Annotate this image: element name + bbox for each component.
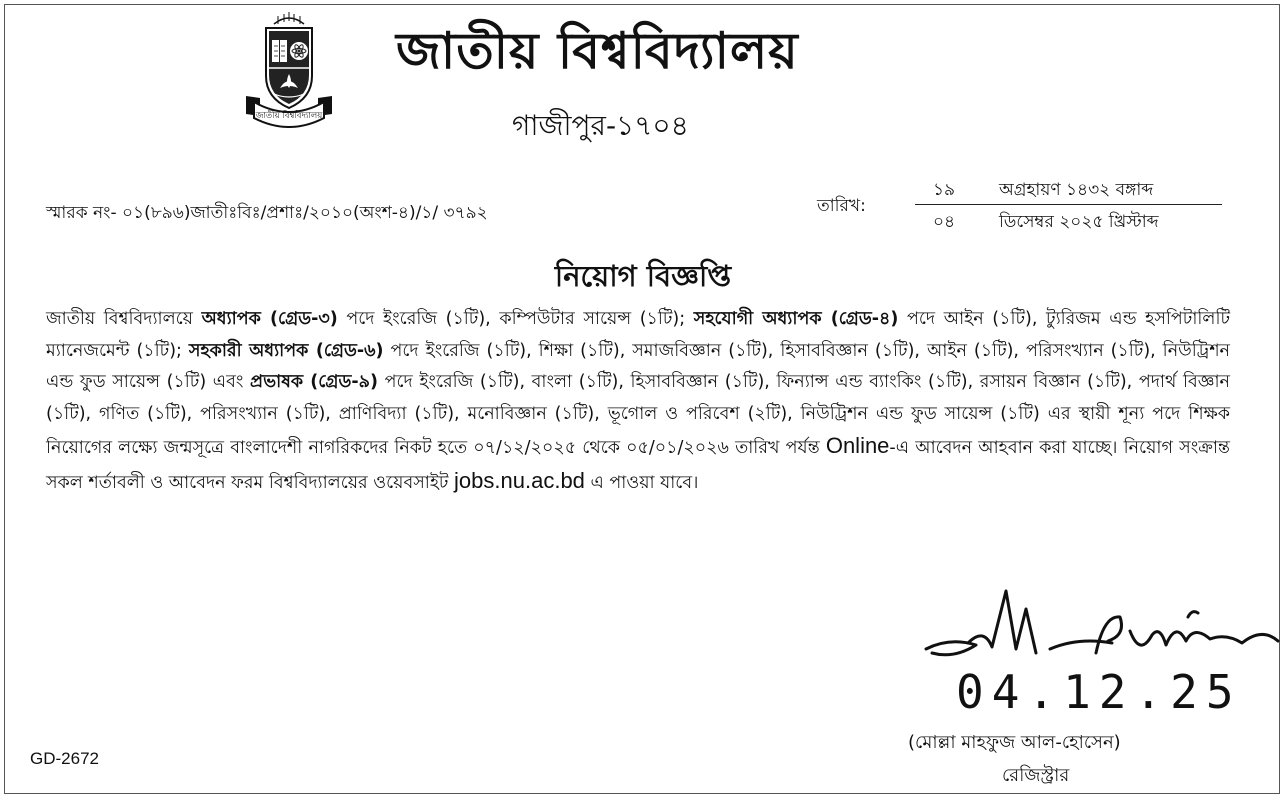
handwritten-signature [920, 583, 1280, 718]
post-lecturer: প্রভাষক (গ্রেড-৯) [250, 372, 378, 393]
date-gregorian-day: ০৪ [933, 212, 956, 232]
signer-title: রেজিস্ট্রার [1002, 765, 1070, 786]
university-name: জাতীয় বিশ্ববিদ্যালয় [396, 22, 799, 80]
date-gregorian-month-year: ডিসেম্বর ২০২৫ খ্রিস্টাব্দ [999, 212, 1159, 232]
body-text-segment: -এ আবেদন আহবান করা যাচ্ছে। নিয়োগ সংক্রান্ত সকল শর্তাবলী ও আবেদন ফরম বিশ্ববিদ্যালয়ের ওয়েবসাইট [46, 438, 1230, 493]
body-text-segment: পদে ইংরেজি (১টি), বাংলা (১টি), হিসাববিজ্ঞান (১টি), ফিন্যান্স এন্ড ব্যাংকিং (১টি), রসায়ন বিজ্ঞান (১টি), পদার্থ বিজ্ঞান (১টি), গণিত (১টি), পরিসংখ্যান (১টি), প্রাণিবিদ্যা (১টি), মনোবিজ্ঞান (১টি), ভূগোল ও পরিবেশ (২টি), নিউট্রিশন এন্ড ফুড সায়েন্স (১টি) এর স্থায়ী শূন্য পদে শিক্ষক নিয়োগের লক্ষ্যে জন্মসূত্রে বাংলাদেশী নাগরিকদের নিকট হতে ০৭/১২/২০২৫ থেকে ০৫/০১/২০২৬ তারিখ পর্যন্ত [46, 372, 1230, 459]
post-professor: অধ্যাপক (গ্রেড-৩) [201, 309, 338, 329]
website-link[interactable]: jobs.nu.ac.bd [454, 467, 585, 493]
svg-text:04.12.25: 04.12.25 [956, 665, 1242, 718]
notice-body [46, 304, 1230, 500]
body-text-segment: জাতীয় বিশ্ববিদ্যালয়ে [46, 309, 202, 329]
date-label: তারিখ: [817, 196, 866, 216]
date-divider [915, 204, 1222, 205]
svg-text:জাতীয় বিশ্ববিদ্যালয়: জাতীয় বিশ্ববিদ্যালয় [255, 111, 323, 121]
date-bangla-month-year: অগ্রহায়ণ ১৪৩২ বঙ্গাব্দ [999, 180, 1154, 200]
university-address: গাজীপুর-১৭০৪ [512, 109, 689, 142]
footer-code: GD-2672 [30, 749, 99, 768]
body-text-segment: পদে ইংরেজি (১টি), শিক্ষা (১টি), সমাজবিজ্ঞান (১টি), হিসাববিজ্ঞান (১টি), আইন (১টি), পরিসংখ্যান (১টি), নিউট্রিশন এন্ড ফুড সায়েন্স (১টি) এবং [46, 340, 1231, 393]
date-block [915, 174, 1222, 232]
post-assistant-professor: সহকারী অধ্যাপক (গ্রেড-৬) [188, 340, 384, 361]
body-text-segment: পদে আইন (১টি), ট্যুরিজম এন্ড হসপিটালিটি ম্যানেজমেন্ট (১টি); [46, 309, 1230, 361]
notice-title: নিয়োগ বিজ্ঞপ্তি [554, 259, 732, 293]
university-seal-icon [244, 10, 334, 128]
online-word: Online [825, 433, 890, 459]
body-text-segment: পদে ইংরেজি (১টি), কম্পিউটার সায়েন্স (১টি); [337, 309, 694, 329]
body-text-segment: এ পাওয়া যাবে। [584, 472, 699, 493]
memo-reference: স্মারক নং- ০১(৮৯৬)জাতীঃবিঃ/প্রশাঃ/২০১০(অংশ-৪)/১/ ৩৭৯২ [46, 203, 488, 223]
signer-name: (মোল্লা মাহফুজ আল-হোসেন) [908, 732, 1121, 753]
post-associate-professor: সহযোগী অধ্যাপক (গ্রেড-৪) [693, 309, 899, 329]
date-bangla-day: ১৯ [933, 180, 956, 200]
